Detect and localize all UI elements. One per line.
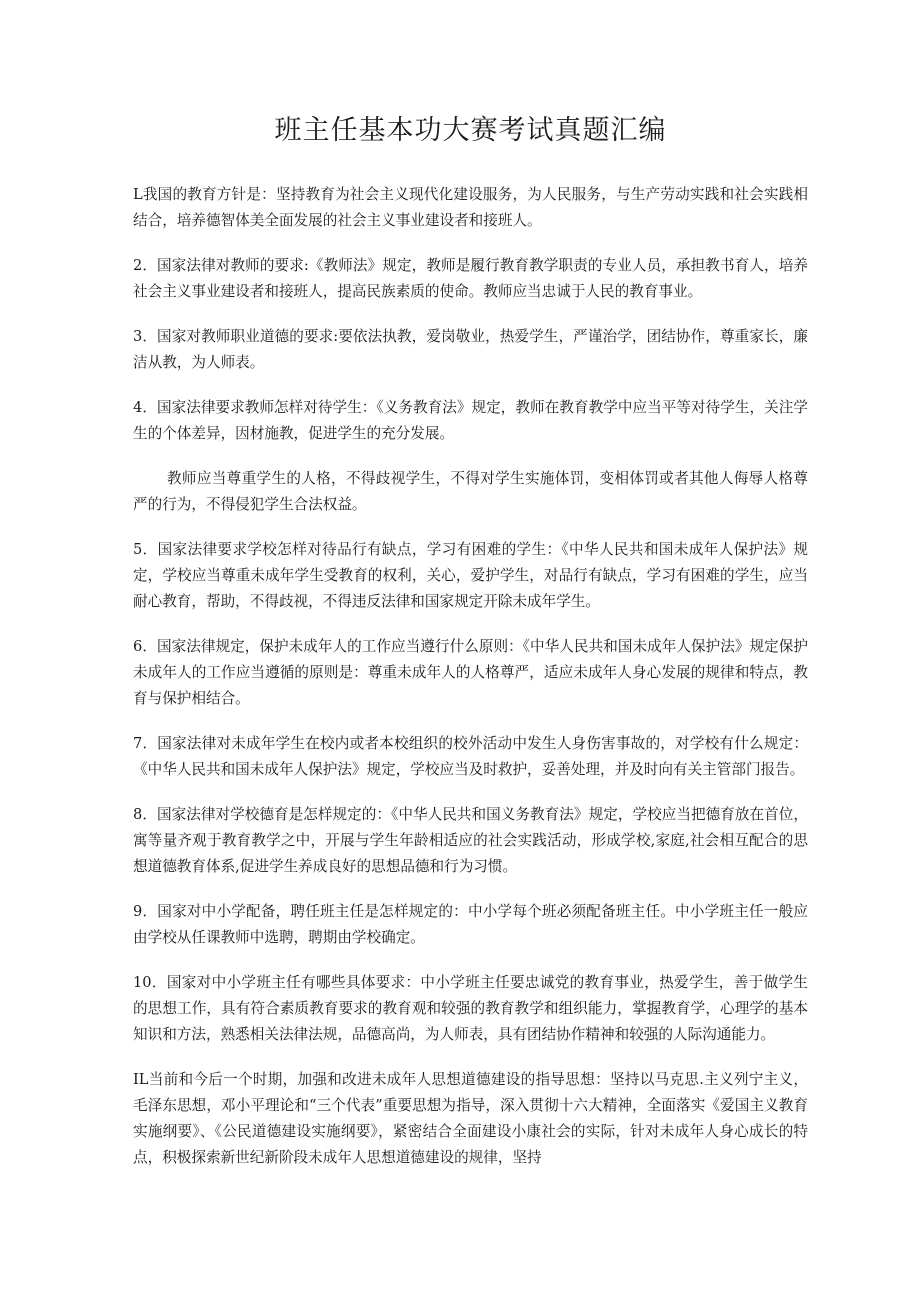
paragraph-9: 9．国家对中小学配备，聘任班主任是怎样规定的：中小学每个班必须配备班主任。中小学班主任一般应由学校从任课教师中选聘，聘期由学校确定。 xyxy=(133,903,808,946)
paragraph-6: 6．国家法律规定，保护未成年人的工作应当遵行什么原则：《中华人民共和国未成年人保护法》规定保护未成年人的工作应当遵循的原则是：尊重未成年人的人格尊严，适应未成年人身心发展的规律和特点，教育与保护相结合。 xyxy=(133,638,808,707)
document-body xyxy=(133,182,808,1171)
paragraph-2: 2．国家法律对教师的要求:《教师法》规定，教师是履行教育教学职责的专业人员，承担教书育人，培养社会主义事业建设者和接班人，提高民族素质的使命。教师应当忠诚于人民的教育事业。 xyxy=(133,257,808,300)
paragraph-5: 5．国家法律要求学校怎样对待品行有缺点，学习有困难的学生：《中华人民共和国未成年人保护法》规定，学校应当尊重未成年学生受教育的权利，关心，爱护学生，对品行有缺点，学习有困难的学生，应当耐心教育，帮助，不得歧视，不得违反法律和国家规定开除未成年学生。 xyxy=(133,541,808,610)
paragraph-4: 4．国家法律要求教师怎样对待学生：《义务教育法》规定，教师在教育教学中应当平等对待学生，关注学生的个体差异，因材施教，促进学生的充分发展。 xyxy=(133,399,808,442)
document-title: 班主任基本功大赛考试真题汇编 xyxy=(274,115,667,146)
paragraph-11: IL当前和今后一个时期，加强和改进未成年人思想道德建设的指导思想：坚持以马克思.主义列宁主义，毛泽东思想，邓小平理论和“三个代表”重要思想为指导，深入贯彻十六大精神，全面落实《爱国主义教育实施纲要》、《公民道德建设实施纲要》，紧密结合全面建设小康社会的实际，针对未成年人身心成长的特点，积极探索新世纪新阶段未成年人思想道德建设的规律，坚持 xyxy=(133,1071,808,1166)
paragraph-8: 8．国家法律对学校德育是怎样规定的：《中华人民共和国义务教育法》规定，学校应当把德育放在首位，寓等量齐观于教育教学之中，开展与学生年龄相适应的社会实践活动，形成学校,家庭,社会相互配合的思想道德教育体系,促进学生养成良好的思想品德和行为习惯。 xyxy=(133,806,808,875)
paragraph-3: 3．国家对教师职业道德的要求:要依法执教，爱岗敬业，热爱学生，严谨治学，团结协作，尊重家长，廉洁从教，为人师表。 xyxy=(133,328,808,371)
paragraph-10: 10．国家对中小学班主任有哪些具体要求：中小学班主任要忠诚党的教育事业，热爱学生，善于做学生的思想工作，具有符合素质教育要求的教育观和较强的教育教学和组织能力，掌握教育学，心理学的基本知识和方法，熟悉相关法律法规，品德高尚，为人师表，具有团结协作精神和较强的人际沟通能力。 xyxy=(133,974,808,1043)
paragraph-1: L我国的教育方针是：坚持教育为社会主义现代化建设服务，为人民服务，与生产劳动实践和社会实践相结合，培养德智体美全面发展的社会主义事业建设者和接班人。 xyxy=(133,186,808,229)
paragraph-4-continued: 教师应当尊重学生的人格，不得歧视学生，不得对学生实施体罚，变相体罚或者其他人侮辱人格尊严的行为，不得侵犯学生合法权益。 xyxy=(133,470,808,513)
paragraph-7: 7．国家法律对未成年学生在校内或者本校组织的校外活动中发生人身伤害事故的，对学校有什么规定：《中华人民共和国未成年人保护法》规定，学校应当及时救护，妥善处理，并及时向有关主管部门报告。 xyxy=(133,735,808,778)
